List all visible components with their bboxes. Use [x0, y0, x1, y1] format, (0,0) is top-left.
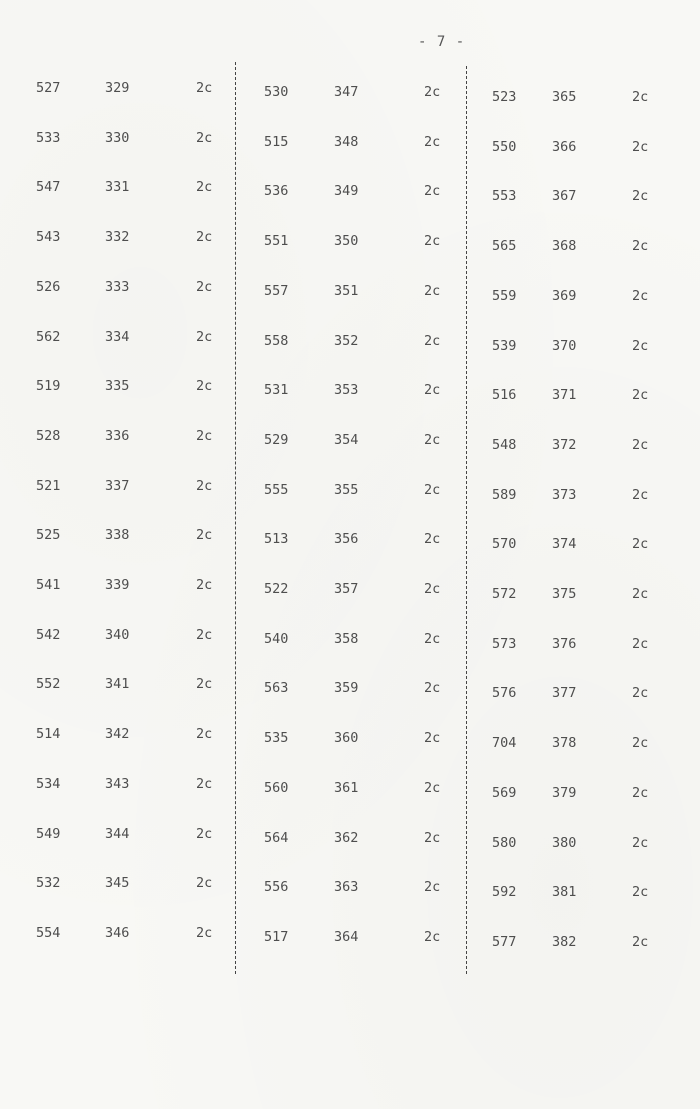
item-number: 559 — [492, 287, 517, 304]
item-number: 557 — [264, 282, 289, 299]
sequence-number: 338 — [105, 527, 130, 544]
grade-value: 2c — [424, 183, 441, 200]
sequence-number: 349 — [334, 183, 359, 200]
sequence-number: 376 — [552, 635, 577, 652]
grade-value: 2c — [632, 238, 649, 255]
sequence-number: 359 — [334, 680, 359, 697]
grade-value: 2c — [196, 825, 213, 842]
item-number: 522 — [264, 581, 289, 597]
grade-value: 2c — [632, 89, 649, 105]
item-number: 570 — [492, 536, 517, 553]
item-number: 519 — [36, 378, 61, 395]
item-number: 550 — [492, 138, 517, 155]
item-number: 530 — [264, 84, 289, 100]
grade-value: 2c — [424, 730, 441, 747]
item-number: 535 — [264, 730, 289, 747]
grade-value: 2c — [632, 188, 649, 205]
sequence-number: 360 — [334, 730, 359, 747]
grade-value: 2c — [632, 784, 649, 801]
sequence-number: 335 — [105, 378, 130, 395]
grade-value: 2c — [196, 179, 213, 196]
grade-value: 2c — [424, 431, 441, 448]
item-number: 552 — [36, 676, 61, 693]
grade-value: 2c — [196, 278, 213, 295]
grade-value: 2c — [196, 328, 213, 345]
grade-value: 2c — [196, 577, 213, 593]
item-number: 514 — [36, 726, 61, 743]
sequence-number: 377 — [552, 685, 577, 702]
sequence-number: 373 — [552, 486, 577, 503]
item-number: 569 — [492, 784, 517, 801]
sequence-number: 375 — [552, 586, 577, 602]
item-number: 554 — [36, 924, 61, 941]
grade-value: 2c — [424, 779, 441, 796]
item-number: 558 — [264, 332, 289, 349]
item-number: 534 — [36, 775, 61, 792]
sequence-number: 366 — [552, 138, 577, 155]
grade-value: 2c — [424, 233, 441, 250]
sequence-number: 368 — [552, 238, 577, 255]
sequence-number: 341 — [105, 676, 130, 693]
sequence-number: 337 — [105, 477, 130, 494]
grade-value: 2c — [632, 635, 649, 652]
grade-value: 2c — [632, 138, 649, 155]
sequence-number: 343 — [105, 775, 130, 792]
item-number: 576 — [492, 685, 517, 702]
sequence-number: 346 — [105, 924, 130, 941]
item-number: 517 — [264, 928, 289, 945]
grade-value: 2c — [424, 630, 441, 647]
sequence-number: 348 — [334, 133, 359, 150]
grade-value: 2c — [196, 427, 213, 444]
sequence-number: 344 — [105, 825, 130, 842]
grade-value: 2c — [196, 676, 213, 693]
sequence-number: 336 — [105, 427, 130, 444]
sequence-number: 357 — [334, 581, 359, 597]
item-number: 563 — [264, 680, 289, 697]
sequence-number: 352 — [334, 332, 359, 349]
column-divider-right — [466, 66, 467, 974]
grade-value: 2c — [424, 133, 441, 150]
item-number: 533 — [36, 129, 61, 146]
item-number: 539 — [492, 337, 517, 354]
sequence-number: 381 — [552, 884, 577, 901]
sequence-number: 372 — [552, 436, 577, 453]
sequence-number: 329 — [105, 80, 130, 96]
item-number: 531 — [264, 382, 289, 399]
grade-value: 2c — [196, 80, 213, 96]
grade-value: 2c — [424, 879, 441, 896]
sequence-number: 379 — [552, 784, 577, 801]
item-number: 553 — [492, 188, 517, 205]
item-number: 536 — [264, 183, 289, 200]
grade-value: 2c — [632, 337, 649, 354]
item-number: 589 — [492, 486, 517, 503]
item-number: 549 — [36, 825, 61, 842]
sequence-number: 365 — [552, 89, 577, 105]
item-number: 541 — [36, 577, 61, 593]
grade-value: 2c — [632, 685, 649, 702]
grade-value: 2c — [424, 481, 441, 498]
sequence-number: 374 — [552, 536, 577, 553]
grade-value: 2c — [196, 626, 213, 643]
grade-value: 2c — [632, 486, 649, 503]
grade-value: 2c — [632, 933, 649, 950]
sequence-number: 371 — [552, 387, 577, 404]
page-number: - 7 - — [418, 34, 466, 50]
grade-value: 2c — [632, 834, 649, 851]
grade-value: 2c — [632, 436, 649, 453]
item-number: 556 — [264, 879, 289, 896]
grade-value: 2c — [196, 527, 213, 544]
grade-value: 2c — [196, 875, 213, 892]
grade-value: 2c — [424, 332, 441, 349]
sequence-number: 350 — [334, 233, 359, 250]
item-number: 542 — [36, 626, 61, 643]
sequence-number: 364 — [334, 928, 359, 945]
item-number: 572 — [492, 586, 517, 602]
grade-value: 2c — [424, 680, 441, 697]
column-divider-left — [235, 62, 236, 974]
sequence-number: 380 — [552, 834, 577, 851]
sequence-number: 370 — [552, 337, 577, 354]
sequence-number: 378 — [552, 735, 577, 752]
grade-value: 2c — [632, 536, 649, 553]
item-number: 592 — [492, 884, 517, 901]
item-number: 516 — [492, 387, 517, 404]
grade-value: 2c — [424, 282, 441, 299]
item-number: 573 — [492, 635, 517, 652]
sequence-number: 330 — [105, 129, 130, 146]
item-number: 704 — [492, 735, 517, 752]
item-number: 523 — [492, 89, 517, 105]
grade-value: 2c — [196, 378, 213, 395]
grade-value: 2c — [424, 829, 441, 846]
item-number: 528 — [36, 427, 61, 444]
grade-value: 2c — [196, 726, 213, 743]
item-number: 529 — [264, 431, 289, 448]
sequence-number: 333 — [105, 278, 130, 295]
item-number: 547 — [36, 179, 61, 196]
sequence-number: 347 — [334, 84, 359, 100]
sequence-number: 355 — [334, 481, 359, 498]
item-number: 555 — [264, 481, 289, 498]
item-number: 577 — [492, 933, 517, 950]
sequence-number: 361 — [334, 779, 359, 796]
sequence-number: 354 — [334, 431, 359, 448]
grade-value: 2c — [632, 586, 649, 602]
grade-value: 2c — [196, 924, 213, 941]
item-number: 543 — [36, 229, 61, 246]
sequence-number: 369 — [552, 287, 577, 304]
sequence-number: 362 — [334, 829, 359, 846]
grade-value: 2c — [196, 477, 213, 494]
grade-value: 2c — [424, 531, 441, 548]
sequence-number: 358 — [334, 630, 359, 647]
item-number: 527 — [36, 80, 61, 96]
sequence-number: 342 — [105, 726, 130, 743]
sequence-number: 332 — [105, 229, 130, 246]
sequence-number: 351 — [334, 282, 359, 299]
item-number: 540 — [264, 630, 289, 647]
item-number: 580 — [492, 834, 517, 851]
grade-value: 2c — [196, 129, 213, 146]
grade-value: 2c — [632, 735, 649, 752]
item-number: 532 — [36, 875, 61, 892]
grade-value: 2c — [632, 387, 649, 404]
sequence-number: 334 — [105, 328, 130, 345]
item-number: 560 — [264, 779, 289, 796]
item-number: 562 — [36, 328, 61, 345]
grade-value: 2c — [196, 229, 213, 246]
item-number: 521 — [36, 477, 61, 494]
sequence-number: 363 — [334, 879, 359, 896]
grade-value: 2c — [632, 287, 649, 304]
item-number: 525 — [36, 527, 61, 544]
grade-value: 2c — [424, 84, 441, 100]
sequence-number: 331 — [105, 179, 130, 196]
grade-value: 2c — [424, 581, 441, 597]
sequence-number: 339 — [105, 577, 130, 593]
grade-value: 2c — [196, 775, 213, 792]
grade-value: 2c — [424, 382, 441, 399]
sequence-number: 367 — [552, 188, 577, 205]
sequence-number: 353 — [334, 382, 359, 399]
sequence-number: 382 — [552, 933, 577, 950]
sequence-number: 356 — [334, 531, 359, 548]
item-number: 564 — [264, 829, 289, 846]
grade-value: 2c — [424, 928, 441, 945]
item-number: 565 — [492, 238, 517, 255]
sequence-number: 340 — [105, 626, 130, 643]
sequence-number: 345 — [105, 875, 130, 892]
item-number: 548 — [492, 436, 517, 453]
item-number: 515 — [264, 133, 289, 150]
item-number: 513 — [264, 531, 289, 548]
item-number: 526 — [36, 278, 61, 295]
grade-value: 2c — [632, 884, 649, 901]
item-number: 551 — [264, 233, 289, 250]
